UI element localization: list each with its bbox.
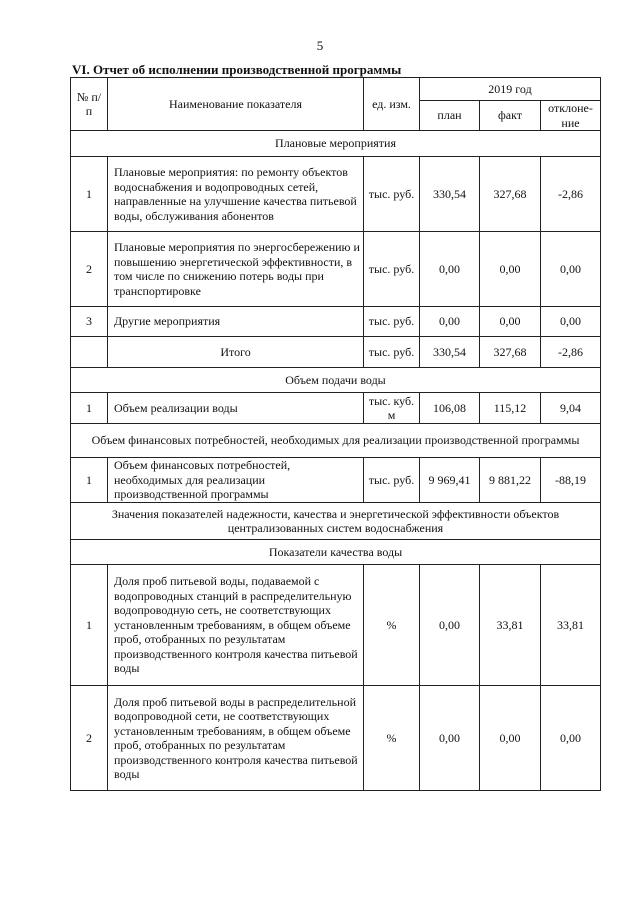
row-num: 2 <box>71 686 108 791</box>
table-row <box>71 565 601 686</box>
row-name: Доля проб питьевой воды в распределительной водопроводной сети, не соответствующих установленным требованиям, в общем объеме проб, отобранных по результатам производственного контроля качества питьевой воды <box>108 686 364 791</box>
row-fact: 9 881,22 <box>480 458 541 503</box>
table-row <box>71 686 601 791</box>
total-unit: тыс. руб. <box>364 337 420 368</box>
row-name: Объем реализации воды <box>108 393 364 424</box>
row-fact: 0,00 <box>480 686 541 791</box>
row-deviation: -88,19 <box>541 458 601 503</box>
header-name: Наименование показателя <box>108 78 364 131</box>
row-num: 1 <box>71 393 108 424</box>
row-plan: 0,00 <box>420 232 480 307</box>
row-unit: % <box>364 565 420 686</box>
table-row <box>71 232 601 307</box>
total-row <box>71 337 601 368</box>
row-name: Другие мероприятия <box>108 307 364 337</box>
section-planned: Плановые мероприятия <box>71 131 601 157</box>
row-name: Плановые мероприятия: по ремонту объектов водоснабжения и водопроводных сетей, направленные на улучшение качества питьевой воды, обслуживания абонентов <box>108 157 364 232</box>
total-num-cell <box>71 337 108 368</box>
row-deviation: 33,81 <box>541 565 601 686</box>
row-num: 3 <box>71 307 108 337</box>
total-plan: 330,54 <box>420 337 480 368</box>
total-label: Итого <box>108 337 364 368</box>
row-name: Плановые мероприятия по энергосбережению и повышению энергетической эффективности, в том числе по снижению потерь воды при транспортировке <box>108 232 364 307</box>
row-num: 1 <box>71 458 108 503</box>
row-name: Доля проб питьевой воды, подаваемой с водопроводных станций в распределительную водопроводную сеть, не соответствующих установленным требованиям, в общем объеме проб, отобранных по результатам производственного контроля качества питьевой воды <box>108 565 364 686</box>
row-fact: 0,00 <box>480 232 541 307</box>
row-fact: 33,81 <box>480 565 541 686</box>
row-fact: 327,68 <box>480 157 541 232</box>
row-unit: тыс. руб. <box>364 157 420 232</box>
header-plan: план <box>420 101 480 131</box>
row-plan: 0,00 <box>420 565 480 686</box>
total-deviation: -2,86 <box>541 337 601 368</box>
section-supply: Объем подачи воды <box>71 368 601 393</box>
section-row <box>71 368 601 393</box>
row-unit: тыс. руб. <box>364 458 420 503</box>
table-row <box>71 393 601 424</box>
section-row <box>71 131 601 157</box>
header-year: 2019 год <box>420 78 601 101</box>
row-plan: 0,00 <box>420 686 480 791</box>
header-num: № п/п <box>71 78 108 131</box>
row-plan: 106,08 <box>420 393 480 424</box>
row-deviation: 9,04 <box>541 393 601 424</box>
row-deviation: -2,86 <box>541 157 601 232</box>
row-name: Объем финансовых потребностей, необходимых для реализации производственной программы <box>108 458 364 503</box>
row-fact: 0,00 <box>480 307 541 337</box>
row-num: 1 <box>71 565 108 686</box>
section-row <box>71 540 601 565</box>
row-plan: 9 969,41 <box>420 458 480 503</box>
section-heading: VI. Отчет об исполнении производственной программы <box>72 62 402 77</box>
row-unit: % <box>364 686 420 791</box>
row-unit: тыс. руб. <box>364 232 420 307</box>
header-deviation: отклоне-ние <box>541 101 601 131</box>
table-row <box>71 307 601 337</box>
total-fact: 327,68 <box>480 337 541 368</box>
section-quality: Показатели качества воды <box>71 540 601 565</box>
row-unit: тыс. куб. м <box>364 393 420 424</box>
section-row <box>71 503 601 540</box>
row-fact: 115,12 <box>480 393 541 424</box>
header-fact: факт <box>480 101 541 131</box>
table-row <box>71 157 601 232</box>
row-deviation: 0,00 <box>541 686 601 791</box>
row-plan: 0,00 <box>420 307 480 337</box>
header-row-1 <box>71 78 601 101</box>
section-row <box>71 424 601 458</box>
header-unit: ед. изм. <box>364 78 420 131</box>
row-deviation: 0,00 <box>541 232 601 307</box>
table-row <box>71 458 601 503</box>
section-finance: Объем финансовых потребностей, необходимых для реализации производственной программы <box>71 424 601 458</box>
row-num: 2 <box>71 232 108 307</box>
row-num: 1 <box>71 157 108 232</box>
row-deviation: 0,00 <box>541 307 601 337</box>
report-table <box>70 77 601 791</box>
row-plan: 330,54 <box>420 157 480 232</box>
page-number: 5 <box>316 38 324 53</box>
section-reliability: Значения показателей надежности, качества и энергетической эффективности объектов централизованных систем водоснабжения <box>71 503 601 540</box>
row-unit: тыс. руб. <box>364 307 420 337</box>
